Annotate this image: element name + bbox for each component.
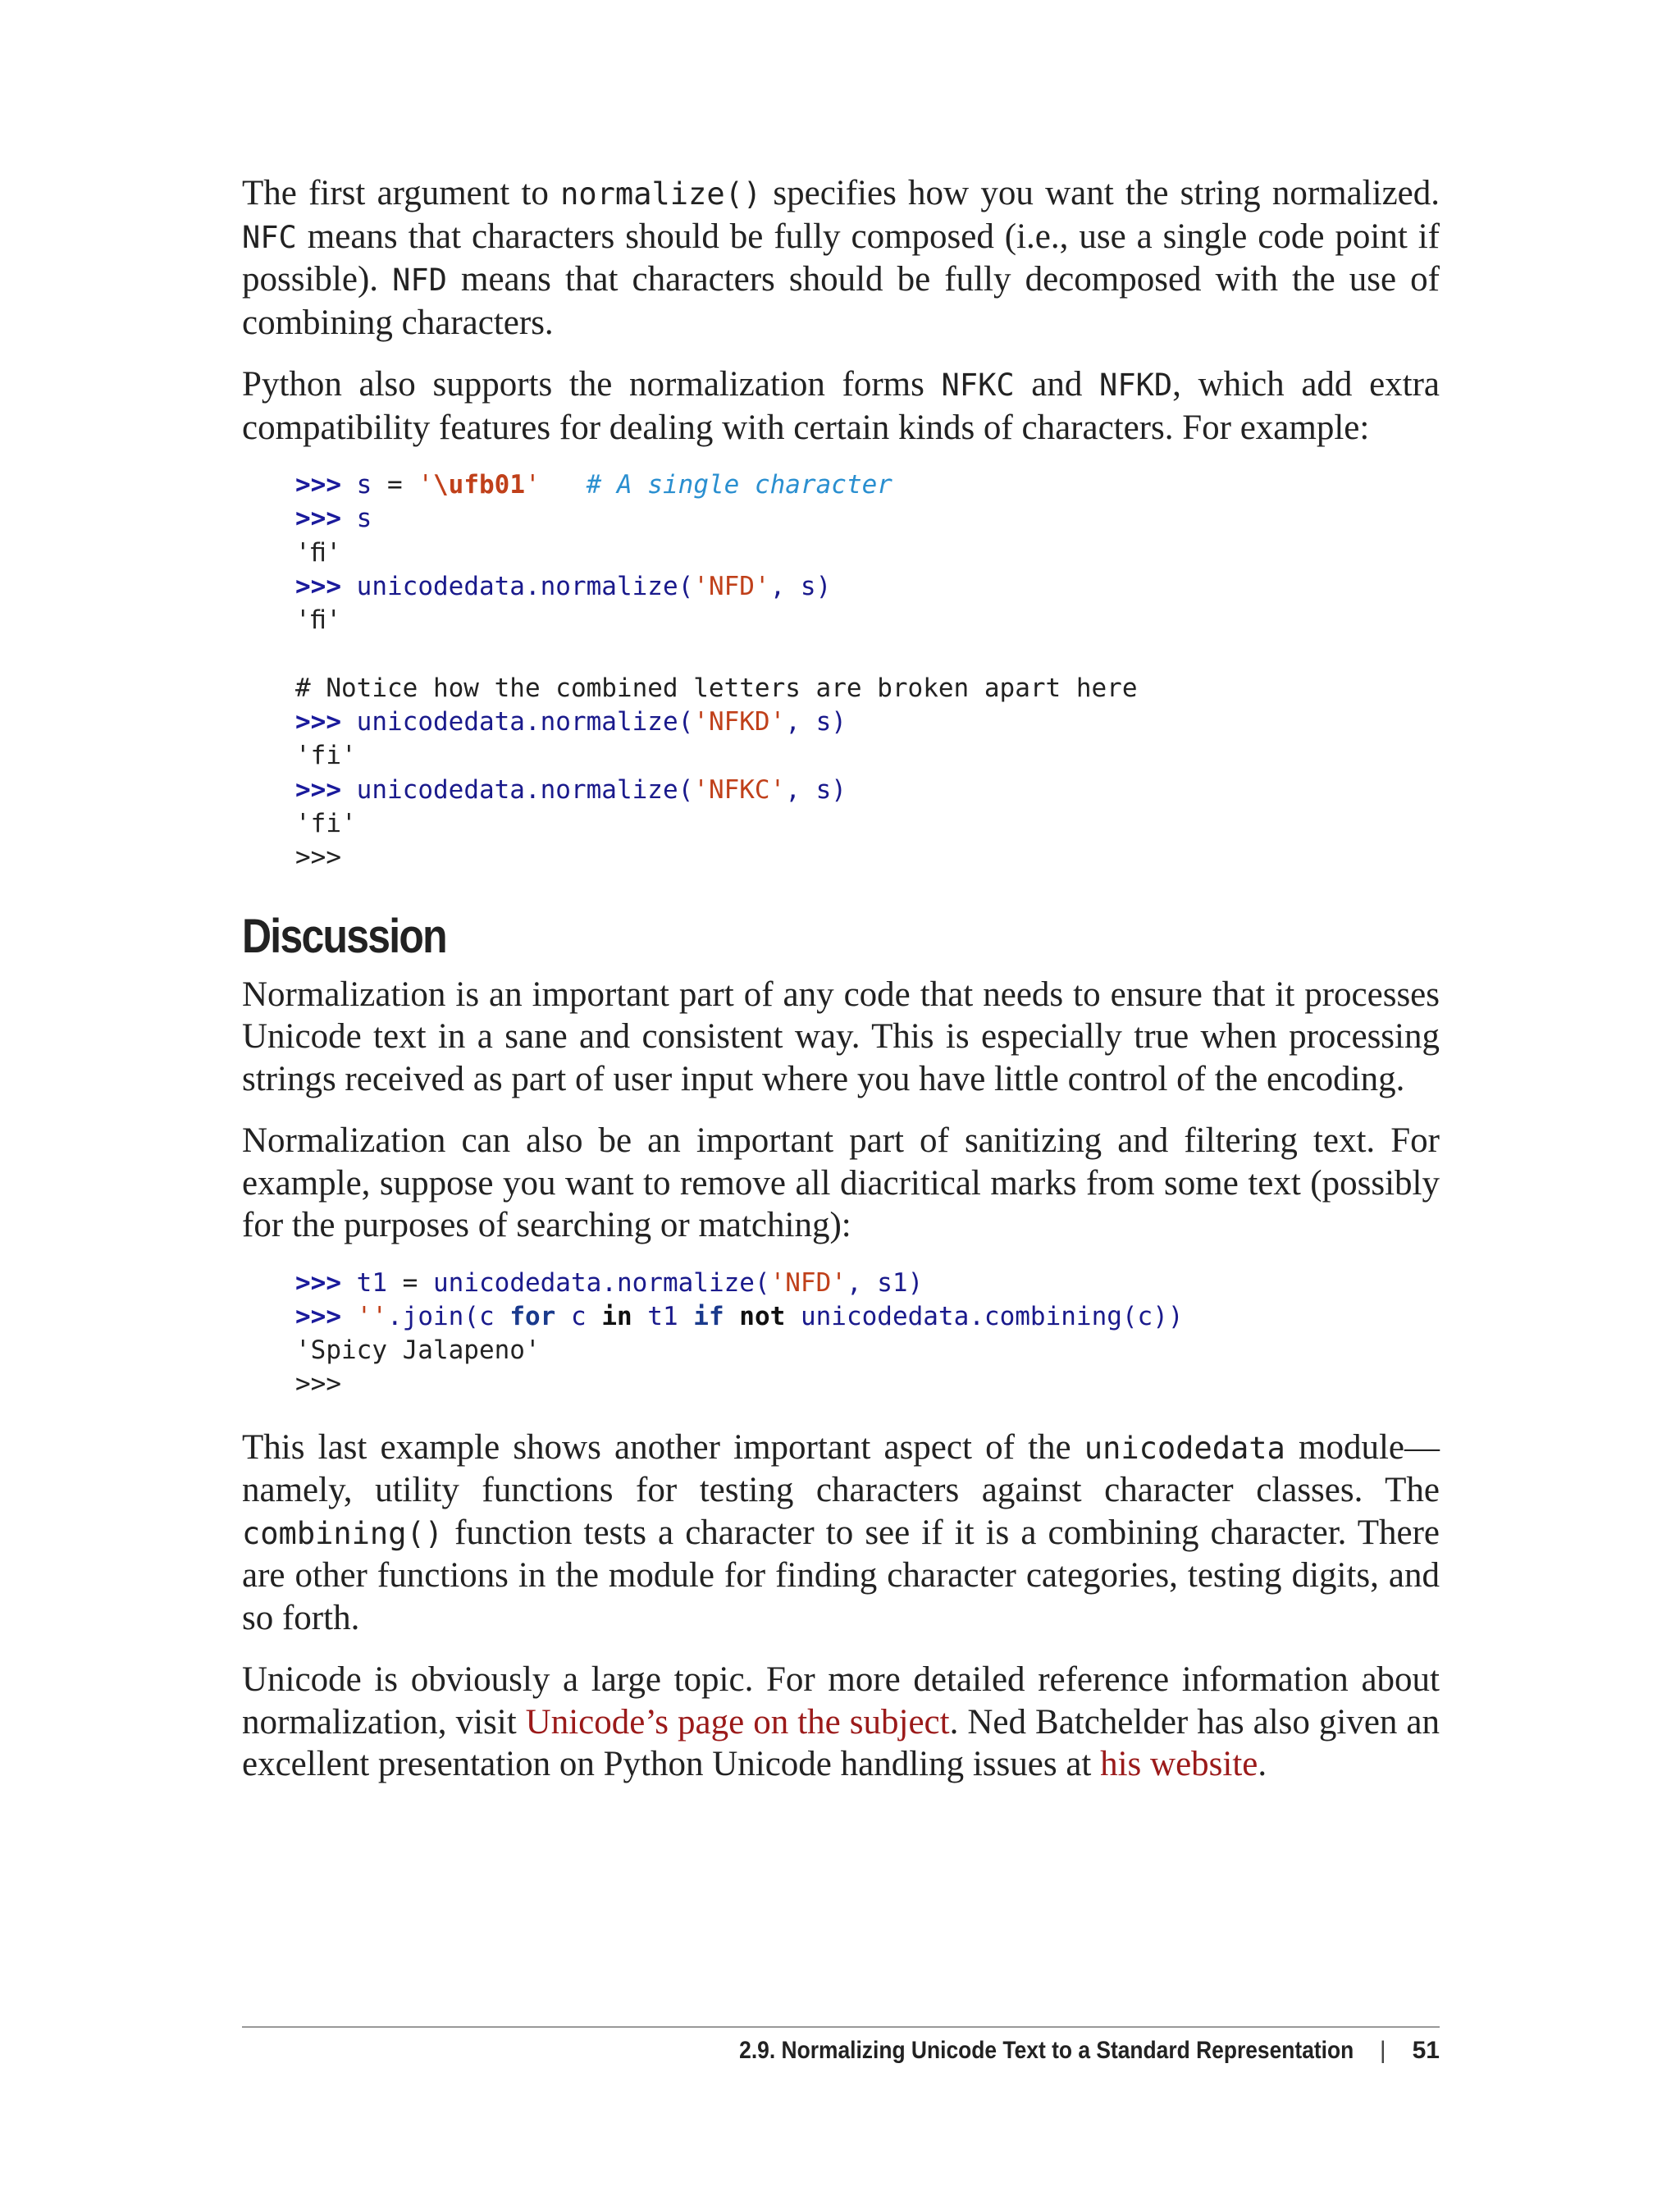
page-number: 51 <box>1412 2037 1440 2064</box>
paragraph-nfkc-nfkd: Python also supports the normalization forms NFKC and NFKD, which add extra compatibility features for dealing with certain kinds of characters. For example: <box>242 365 1440 447</box>
paragraph-unicodedata-module: This last example shows another important aspect of the unicodedata module—namely, utility functions for testing characters against character classes. The combining() function tests a character to see if it is a combining character. There are other functions in the module for finding character categories, testing digits, and so forth. <box>242 1427 1440 1637</box>
paragraph-normalization-importance: Normalization is an important part of any code that needs to ensure that it processes Unicode text in a sane and consistent way. This is especially true when processing strings received as part of user input where you have little control of the encoding. <box>242 975 1440 1098</box>
inline-code-nfkd: NFKD <box>1099 368 1173 403</box>
inline-code-unicodedata: unicodedata <box>1084 1430 1285 1466</box>
inline-code-combining: combining() <box>242 1515 444 1551</box>
footer-section-title: 2.9. Normalizing Unicode Text to a Standard Representation <box>738 2037 1354 2064</box>
code-block-normalize-example: >>> s = '\ufb01' # A single character >>> s 'ﬁ' >>> unicodedata.normalize('NFD', s) 'ﬁ' # Notice how the combined letters are broken apart here >>> unicodedata.normalize('NFKD', s) 'fi' >>> unicodedata.normalize('NFKC', s) 'fi' >>> <box>295 470 1138 873</box>
inline-code-nfkc: NFKC <box>941 368 1015 403</box>
page-content <box>242 172 1440 1806</box>
link-unicode-page[interactable]: Unicode’s page on the subject <box>525 1702 950 1742</box>
inline-code-normalize: normalize() <box>560 176 762 212</box>
code-block-diacritics-example: >>> t1 = unicodedata.normalize('NFD', s1) >>> ''.join(c for c in t1 if not unicodedata.combining(c)) 'Spicy Jalapeno' >>> <box>295 1267 1184 1399</box>
paragraph-unicode-references: Unicode is obviously a large topic. For more detailed reference information about normalization, visit Unicode’s page on the subject. Ned Batchelder has also given an excellent presentation on Python Unicode handling issues at his website. <box>242 1660 1440 1784</box>
link-his-website[interactable]: his website <box>1100 1745 1258 1784</box>
inline-code-nfd: NFD <box>392 262 447 298</box>
paragraph-sanitizing: Normalization can also be an important part of sanitizing and filtering text. For example, suppose you want to remove all diacritical marks from some text (possibly for the purposes of searching or matching): <box>242 1121 1440 1245</box>
section-heading-discussion: Discussion <box>242 909 446 963</box>
inline-code-nfc: NFC <box>242 219 297 255</box>
page-footer <box>242 2037 1440 2065</box>
paragraph-normalize-intro: The first argument to normalize() specifies how you want the string normalized. NFC means that characters should be fully composed (i.e., use a single code point if possible). NFD means that characters should be fully decomposed with the use of combining characters. <box>242 174 1440 342</box>
footer-divider <box>242 2026 1440 2028</box>
footer-separator: | <box>1379 2037 1386 2064</box>
